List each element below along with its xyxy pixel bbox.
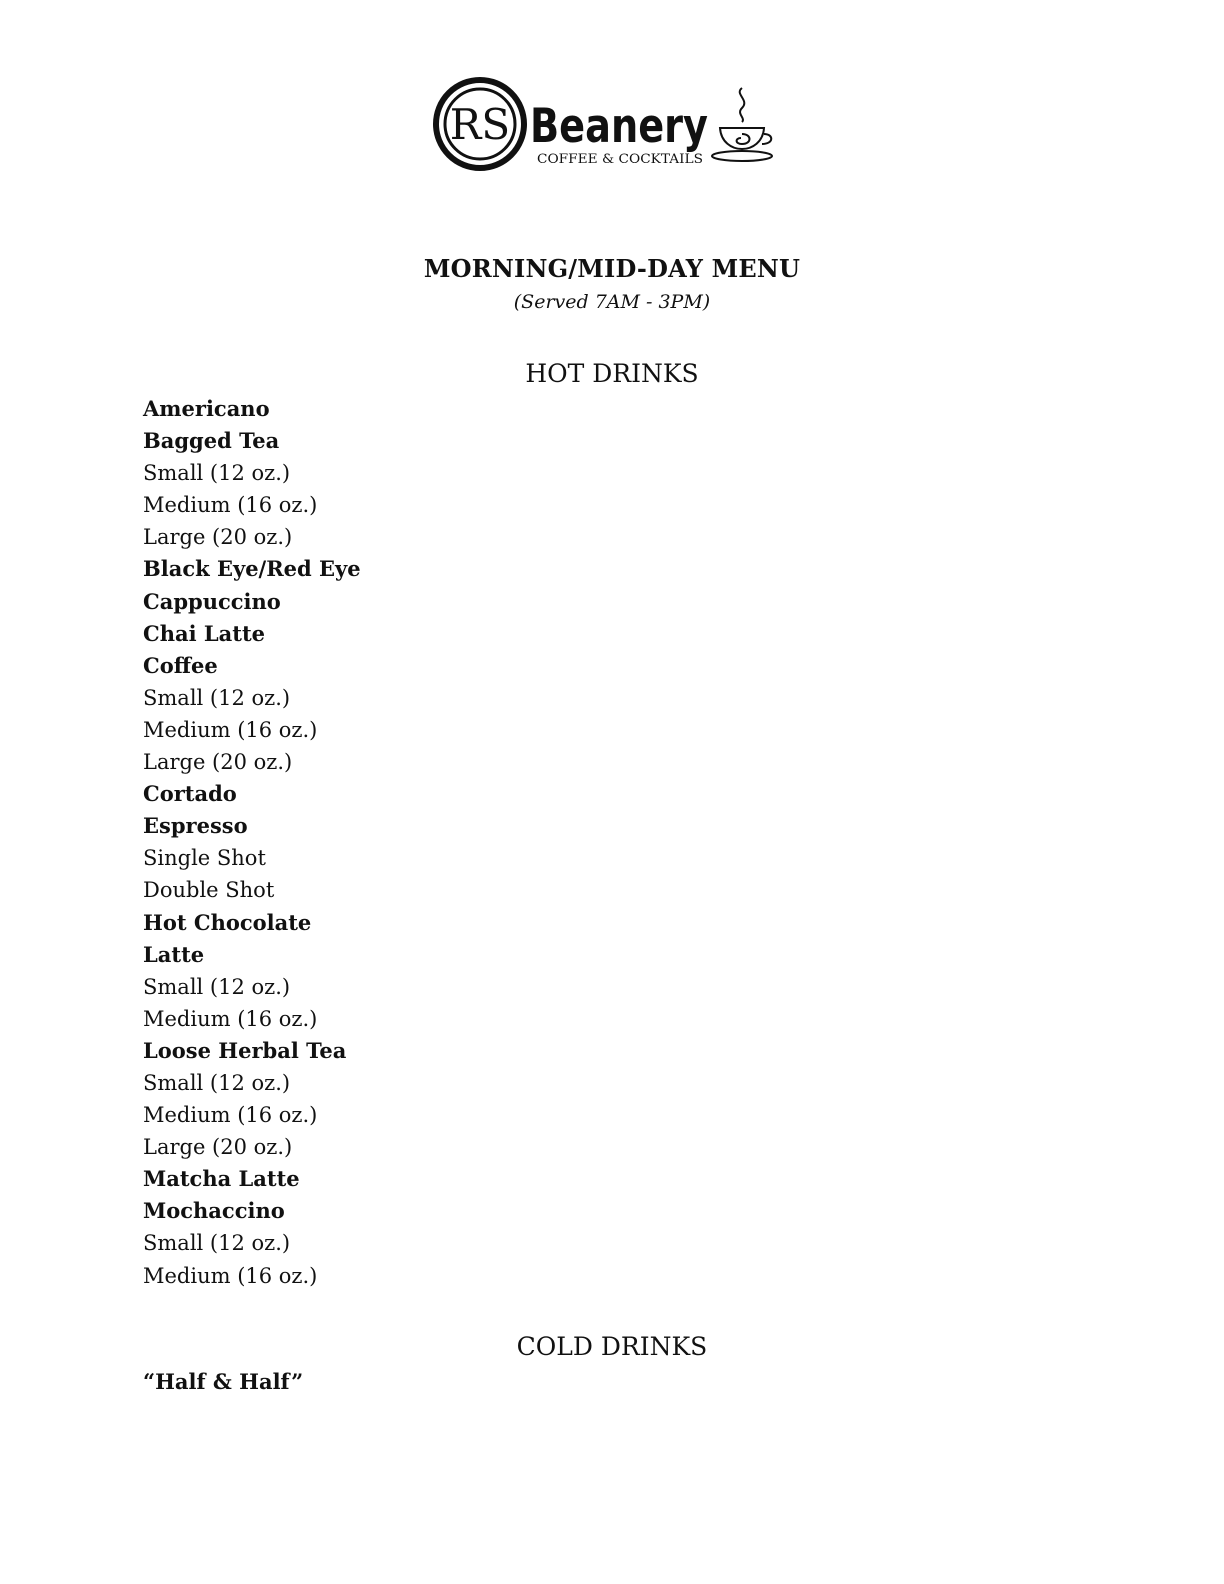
menu-item-name: Coffee [143, 652, 218, 678]
menu-item-name: Americano [143, 396, 270, 421]
menu-item-size: Small (12 oz.) [143, 461, 291, 486]
menu-item-size: Small (12 oz.) [143, 1070, 291, 1095]
menu-item-name: Cortado [143, 781, 237, 807]
logo-wordmark: Beanery [530, 99, 708, 154]
logo-tagline: COFFEE & COCKTAILS [537, 152, 703, 167]
menu-item-size: Large (20 oz.) [143, 525, 293, 550]
menu-item-size: Large (20 oz.) [143, 1135, 293, 1160]
cold-drinks-list [143, 1366, 303, 1398]
menu-item-size: Small (12 oz.) [143, 1231, 291, 1256]
menu-item-name: Matcha Latte [143, 1166, 300, 1192]
menu-item-name: Latte [143, 941, 205, 967]
coffee-cup-icon [712, 88, 772, 161]
menu-item-size: Medium (16 oz.) [143, 1263, 318, 1288]
menu-item-size: Medium (16 oz.) [143, 1103, 318, 1128]
menu-item-size: Medium (16 oz.) [143, 1006, 318, 1031]
menu-item-size: Single Shot [143, 846, 266, 871]
menu-item-size: Large (20 oz.) [143, 750, 293, 775]
menu-item-size: Small (12 oz.) [143, 974, 291, 999]
menu-item-size: Small (12 oz.) [143, 685, 291, 710]
menu-item-name: Bagged Tea [143, 428, 280, 454]
menu-title: MORNING/MID-DAY MENU [423, 254, 801, 283]
menu-item-name: Black Eye/Red Eye [143, 556, 361, 582]
menu-serving-hours: (Served 7AM - 3PM) [513, 291, 711, 313]
menu-item-name: Cappuccino [143, 588, 281, 614]
hot-drinks-heading: HOT DRINKS [525, 359, 699, 388]
hot-drinks-list [143, 393, 361, 1292]
menu-item-size: Medium (16 oz.) [143, 717, 318, 742]
menu-item-name: Espresso [143, 813, 248, 839]
menu-item-size: Medium (16 oz.) [143, 493, 318, 518]
menu-item-name: “Half & Half” [143, 1369, 304, 1394]
menu-item-name: Hot Chocolate [143, 909, 312, 935]
menu-item-size: Double Shot [143, 878, 275, 903]
menu-item-name: Mochaccino [143, 1198, 285, 1224]
beanery-logo [430, 72, 780, 180]
rs-monogram-seal [436, 80, 524, 168]
menu-item-name: Loose Herbal Tea [143, 1037, 347, 1063]
svg-text:RS: RS [449, 100, 511, 149]
cold-drinks-heading: COLD DRINKS [516, 1332, 708, 1361]
menu-item-name: Chai Latte [143, 620, 266, 646]
